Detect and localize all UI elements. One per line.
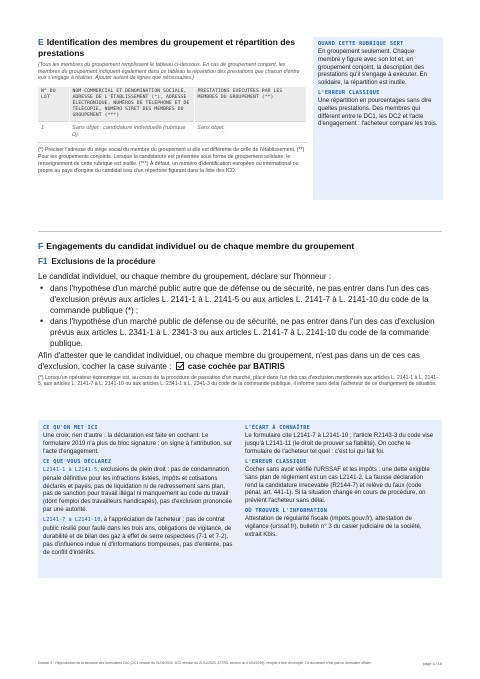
section-f-footnote: (*) Lorsqu'un opérateur économique est, au cours de la procédure de passation d'un marché, placé dans l'un des cas d'exclusion mentionnés aux articles L. 2141-1 à L. 2141-5, aux articles L. 2141-7 à L. 2141-10 ou aux articles L. 2341-1 à L. 2341-3 du code de la commande publique, il informe sans délai l'acheteur de ce changement de situation. — [38, 374, 438, 388]
page-footer: Dossier 2 · Reproduction de la structure des formulaires DAJ (DC1 version du 01/04/2019, DC2 version du 21/11/2023, ATTRI1 version du 01/04/2019), remplie à titre d'exemple. Ce document n'est pas un formulaire officiel. — [38, 661, 372, 665]
divider — [38, 231, 442, 232]
info-heading: L'ERREUR CLASSIQUE — [318, 89, 380, 96]
members-table — [38, 87, 307, 143]
cell-lot: 1 — [38, 122, 69, 143]
cell-prestations: Sans objet. — [194, 122, 307, 143]
table-row — [38, 122, 307, 143]
info-panel-f — [38, 420, 442, 578]
info-heading: L'ERREUR CLASSIQUE — [245, 458, 307, 465]
subsection-title: F1 Exclusions de la procédure — [38, 256, 156, 266]
info-heading: QUAND CETTE RUBRIQUE SERT — [318, 41, 404, 47]
header-prestations: PRESTATIONS EXÉCUTÉES PAR LES MEMBRES DU GROUPEMENT (**) — [194, 87, 307, 122]
section-e-note: (*) Préciser l'adresse du siège social du membre du groupement si elle est différente de celle de l'établissement. (**) Pour les groupements conjoints. Lorsque la candidature est présentée sous forme de groupement solidaire, le renseignement de cette rubrique est inutile. (***) À défaut, un numéro d'identification européen ou international ou propre au pays d'origine du candidat issu d'un répertoire figurant dans la liste des ICD. — [38, 147, 305, 174]
declaration-intro: Le candidat individuel, ou chaque membre du groupement, déclare sur l'honneur : — [38, 271, 332, 281]
info-heading: L'ÉCART À CONNAÎTRE — [245, 425, 311, 431]
article-code: L2141-7 à L2141-10 — [43, 517, 101, 524]
info-text: Le formulaire cite L2141-7 à L2141-10 ; l'article R2143-3 du code vise jusqu'à L2141-11 (le droit de prouver sa fiabilité). On coche le formulaire de l'acheteur tel quel : c'est lui qui fait foi. — [245, 432, 434, 455]
section-f-title: F Engagements du candidat individuel ou de chaque membre du groupement — [38, 241, 355, 251]
article-code: L2141-1 à L2141-5 — [43, 466, 98, 473]
section-e — [38, 37, 307, 174]
info-column-right — [245, 425, 437, 539]
section-letter: E — [38, 37, 44, 47]
info-box-e — [313, 37, 443, 200]
exclusion-list — [38, 283, 442, 349]
info-text: Une croix, rien d'autre : la déclaration est faite en cochant. Le formulaire 2019 n'a plus de bloc signature ; on signe à l'attribution, sur l'acte d'engagement. — [43, 432, 232, 455]
info-heading: CE QU'ON MET ICI — [43, 425, 98, 431]
list-item: • dans l'hypothèse d'un marché public autre que de défense ou de sécurité, ne pas entrer dans l'un des cas d'exclusion prévus aux articles L. 2141-1 à L. 2141-5 ou aux articles L. 2141-7 à L. 2141-10 du code de la commande publique (*) ; — [38, 283, 442, 316]
info-text: En groupement seulement. Chaque membre y figure avec son lot et, en groupement conjoint, la description des prestations qu'il s'engage à exécuter. En solidaire, la répartition est inutile. — [318, 48, 428, 87]
header-member: NOM COMMERCIAL ET DÉNOMINATION SOCIALE, ADRESSE DE L'ÉTABLISSEMENT (*), ADRESSE ÉLECTRONIQUE, NUMÉROS DE TÉLÉPHONE ET DE TÉLÉCOPIE, NUMÉRO SIRET DES MEMBRES DU GROUPEMENT (***) — [69, 87, 194, 122]
page-number: page 3 / 10 — [422, 662, 442, 666]
section-e-intro: (Tous les membres du groupement remplissent le tableau ci-dessous. En cas de groupement conjoint, les membres du groupement indiquent également dans ce tableau la répartition des prestations que chacun d'entre eux s'engage à réaliser. Ajouter autant de lignes que nécessaires.) — [38, 62, 300, 82]
info-heading: OÙ TROUVER L'INFORMATION — [245, 508, 328, 515]
list-item: • dans l'hypothèse d'un marché public de défense ou de sécurité, ne pas entrer dans l'un des cas d'exclusion prévus aux articles L. 2341-1 à L. 2341-3 ou aux articles L. 2141-7 à L. 2141-10 du code de la commande publique. — [38, 316, 442, 349]
table-header-row — [38, 87, 307, 122]
checkbox-label: case cochée par BATIRIS — [187, 361, 285, 371]
info-text: Attestation de régularité fiscale (impots.gouv.fr), attestation de vigilance (urssaf.fr), bulletin n° 3 du casier judiciaire de la société, extrait Kbis. — [245, 515, 422, 539]
section-e-title: E Identification des membres du groupement et répartition des prestations — [38, 37, 296, 58]
info-column-left — [43, 425, 235, 557]
cell-member: Sans objet : candidature individuelle (rubrique D). — [69, 122, 194, 143]
info-heading: CE QUE VOUS DÉCLAREZ — [43, 458, 112, 465]
header-lot: N° DU LOT — [38, 87, 69, 122]
info-text: L2141-7 à L2141-10, à l'appréciation de l'acheteur : pas de contrat public résilié pour faute dans les trois ans, obligations de vigilance, de durabilité et de bilan des gaz à effet de serre respectées (7-1 et 7-2), pas d'influence indue ni d'informations trompeuses, pas d'entente, pas de conflit d'intérêts. — [43, 516, 233, 556]
exclusion-checkbox[interactable] — [176, 362, 184, 370]
info-text: Cocher sans avoir vérifié l'URSSAF et les impôts : une dette exigible sans plan de règlement est un cas L2141-2. La fausse déclaration rend la candidature irrecevable (R2144-7) et relève du faux (code pénal, art. 441-1). Si la situation change en cours de procédure, on prévient l'acheteur sans délai. — [245, 465, 430, 505]
info-text: L2141-1 à L2141-5, exclusions de plein droit : pas de condamnation pénale définitive pour les infractions listées, impôts et cotisations déclarés et payés, pas de liquidation ni de redressement sans plan, pas de sanction pour travail illégal ni manquement au code du travail (dont l'emploi des travailleurs handicapés), pas d'exclusion prononcée par une autorité. — [43, 465, 232, 514]
subsection-number: F1 — [38, 256, 48, 266]
info-text: Une répartition en pourcentages sans dire quelles prestations. Des membres qui diffèrent entre le DC1, les DC2 et l'acte d'engagement : l'acheteur compare les trois. — [318, 96, 438, 128]
attestation-text: Afin d'attester que le candidat individuel, ou chaque membre du groupement, n'est pas dans un de ces cas d'exclusion, cocher la case suivante : case cochée par BATIRIS — [38, 350, 420, 371]
section-letter: F — [38, 241, 44, 251]
section-f — [38, 241, 442, 388]
